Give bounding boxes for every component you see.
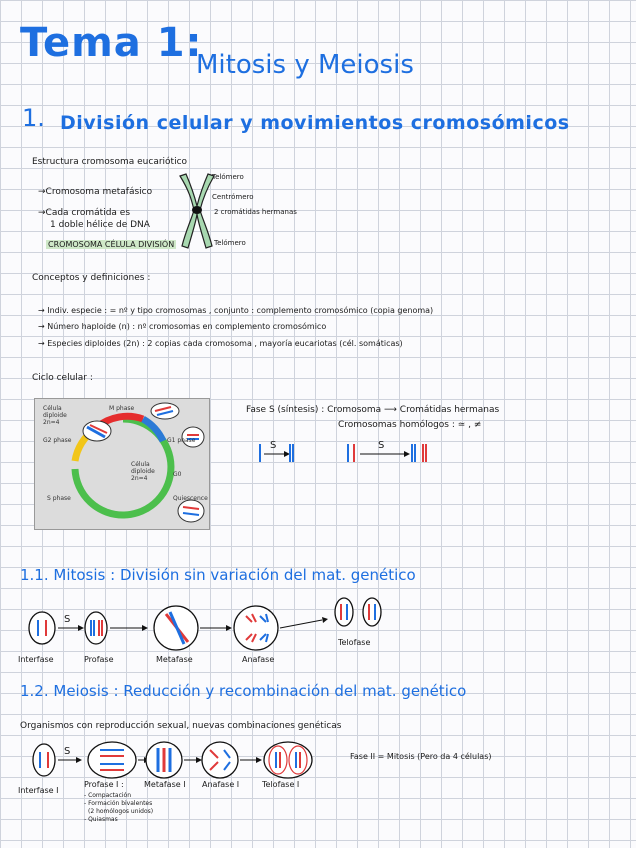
meiosis-label-profase: Profase I : (84, 780, 124, 789)
meiosis-s-label: S (64, 746, 71, 757)
fig-quiescence: Quiescence (173, 495, 208, 502)
meiosis-label-telofase: Telofase I (262, 780, 300, 789)
mitosis-label-interfase: Interfase (18, 655, 54, 664)
mitosis-label-metafase: Metafase (156, 655, 193, 664)
fig-g0: G0 (173, 471, 182, 478)
fig-g1-phase: G1 phase (167, 437, 196, 444)
fig-g2-phase: G2 phase (43, 437, 72, 444)
profase-note-1: - Compactación (84, 792, 132, 799)
profase-note-2: - Formación bivalentes (84, 800, 153, 807)
structure-left-2a: →Cada cromátida es (38, 208, 131, 218)
structure-left-2b: 1 doble hélice de DNA (50, 220, 150, 230)
page-title: Tema 1: (20, 20, 203, 66)
fig-diploide-a: diploide (43, 412, 67, 419)
meiosis-label-interfase: Interfase I (18, 786, 59, 795)
label-cromatidas: 2 cromátidas hermanas (214, 208, 297, 216)
fig-n-a: 2n=4 (43, 419, 60, 426)
fig-diploide-b: diploide (131, 468, 155, 475)
concept-item-1: → Indiv. especie : = nº y tipo cromosomas , conjunto : complemento cromosómico (copia genoma) (38, 306, 434, 315)
homologos-text: Cromosomas homólogos : ≃ , ≠ (338, 420, 482, 430)
page-subtitle: Mitosis y Meiosis (196, 50, 414, 80)
s-label-2: S (378, 440, 385, 451)
concept-item-2: → Número haploide (n) : nº cromosomas en complemento cromosómico (38, 322, 327, 331)
structure-left-1: →Cromosoma metafásico (38, 187, 153, 197)
fig-celula-b: Célula (131, 461, 150, 468)
mitosis-label-anafase: Anafase (242, 655, 275, 664)
meiosis-label-anafase: Anafase I (202, 780, 240, 789)
mitosis-heading: 1.1. Mitosis : División sin variación del mat. genético (20, 566, 416, 584)
meiosis-intro: Organismos con reproducción sexual, nuevas combinaciones genéticas (20, 721, 342, 731)
fig-s-phase: S phase (47, 495, 71, 502)
s-phase-diagram (256, 440, 436, 466)
structure-heading: Estructura cromosoma eucariótico (32, 157, 188, 167)
mitosis-diagram (20, 596, 400, 660)
fig-m-phase: M phase (109, 405, 135, 412)
section-number: 1. (22, 104, 45, 132)
cycle-heading: Ciclo celular : (32, 373, 93, 383)
meiosis-diagram (20, 736, 330, 782)
mitosis-s-label: S (64, 614, 71, 625)
fig-n-b: 2n=4 (131, 475, 148, 482)
meiosis-label-metafase: Metafase I (144, 780, 186, 789)
concept-item-3: → Especies diploides (2n) : 2 copias cada cromosoma , mayoría eucariotas (cél. somáticas) (38, 339, 403, 348)
s-label-1: S (270, 440, 277, 451)
structure-left-3: CROMOSOMA CÉLULA DIVISIÓN (48, 240, 175, 249)
concepts-heading: Conceptos y definiciones : (32, 273, 151, 283)
profase-note-4: - Quiasmas (84, 816, 118, 823)
cell-cycle-figure (34, 398, 210, 530)
section-heading: División celular y movimientos cromosómicos (60, 112, 570, 134)
label-telomero-top: Telómero (212, 173, 244, 181)
fase-s-text: Fase S (síntesis) : Cromosoma ⟶ Cromátidas hermanas (246, 405, 500, 415)
label-centromero: Centrómero (212, 193, 254, 201)
meiosis-heading: 1.2. Meiosis : Reducción y recombinación del mat. genético (20, 682, 467, 700)
profase-note-3: (2 homólogos unidos) (88, 808, 154, 815)
fig-celula-a: Célula (43, 405, 62, 412)
mitosis-label-profase: Profase (84, 655, 114, 664)
mitosis-label-telofase: Telofase (338, 638, 371, 647)
meiosis-fase-ii: Fase II = Mitosis (Pero da 4 células) (350, 752, 492, 761)
label-telomero-bottom: Telómero (214, 239, 246, 247)
